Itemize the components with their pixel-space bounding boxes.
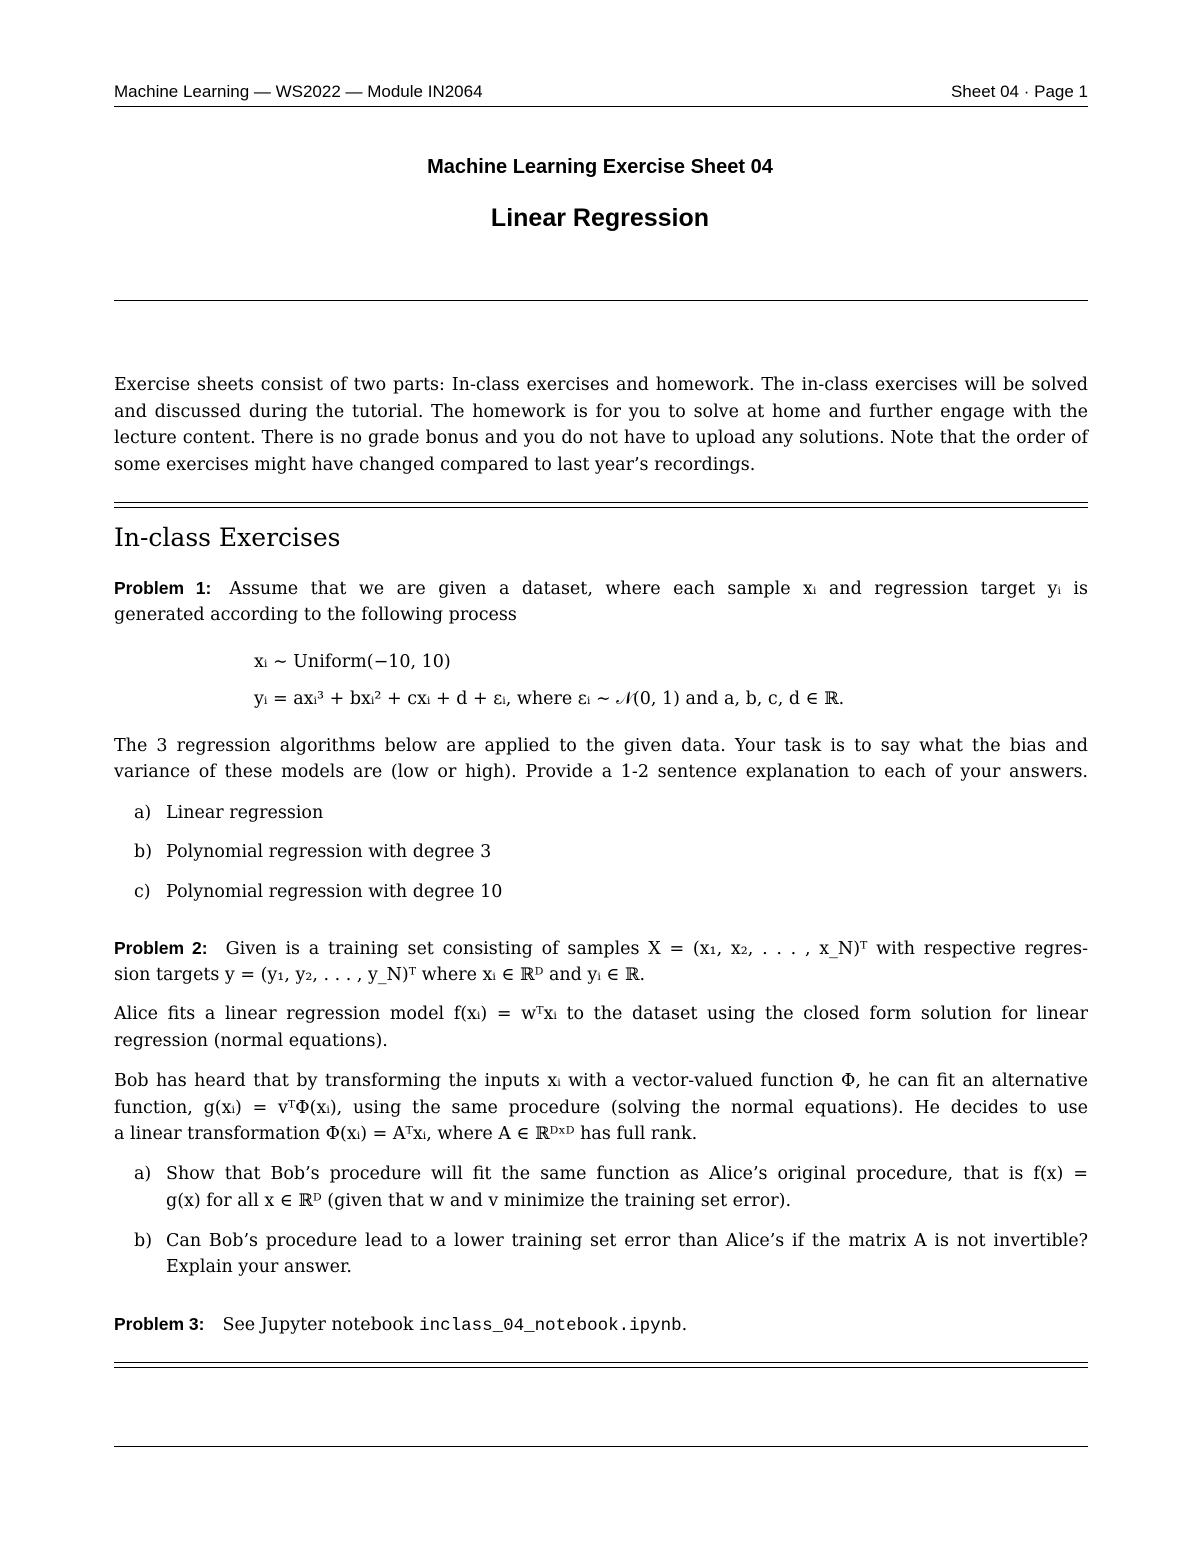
- problem1-item-b: [134, 842, 491, 862]
- header-right: Sheet 04 · Page 1: [950, 82, 1088, 101]
- problem3-line: [114, 1314, 1088, 1336]
- problem1-item-c: [134, 882, 502, 902]
- problem3-label: Problem 3:: [114, 1314, 205, 1334]
- header-rule: [114, 106, 1088, 107]
- problem2-alice2: regression (normal equations).: [114, 1031, 388, 1051]
- problem3-file: inclass_04_notebook.ipynb: [419, 1316, 682, 1336]
- item-label: b): [134, 842, 153, 862]
- problem3-end: .: [681, 1315, 688, 1335]
- header-left: Machine Learning — WS2022 — Module IN2064: [114, 82, 483, 101]
- problem1-text-line1: Assume that we are given a dataset, where each sample xᵢ and regression target yᵢ is: [229, 579, 1088, 599]
- section-title: In-class Exercises: [114, 523, 341, 552]
- footer-rule: [114, 1446, 1088, 1447]
- item-label: c): [134, 882, 151, 902]
- sheet-subtitle: Linear Regression: [490, 204, 710, 232]
- problem2-item-b-label: b): [134, 1231, 153, 1251]
- problem1-text-line2: generated according to the following process: [114, 605, 517, 625]
- problem2-label: Problem 2:: [114, 938, 208, 958]
- problem2-item-b-line1: Can Bob’s procedure lead to a lower training set error than Alice’s if the matrix A is not invertible?: [166, 1231, 1088, 1251]
- running-header: [114, 82, 1088, 106]
- problem1-line1: [114, 578, 1088, 599]
- problem2-line2: sion targets y = (y₁, y₂, . . . , y_N)ᵀ where xᵢ ∈ ℝᴰ and yᵢ ∈ ℝ.: [114, 965, 646, 985]
- problem2-bob1: Bob has heard that by transforming the inputs xᵢ with a vector-valued function Φ, he can fit an alternative: [114, 1071, 1088, 1091]
- double-rule-bottom-2: [114, 1367, 1088, 1368]
- problem3-text: See Jupyter notebook: [222, 1315, 414, 1335]
- problem2-item-a-line1: Show that Bob’s procedure will fit the same function as Alice’s original procedure, that is f(x) =: [166, 1164, 1088, 1184]
- problem1-item-a: [134, 803, 323, 823]
- problem2-item-a-line2: g(x) for all x ∈ ℝᴰ (given that w and v minimize the training set error).: [166, 1191, 792, 1211]
- problem1-label: Problem 1:: [114, 578, 212, 598]
- problem2-text-line1: Given is a training set consisting of samples X = (x₁, x₂, . . . , x_N)ᵀ with respective regres-: [225, 939, 1088, 959]
- double-rule-top-1: [114, 502, 1088, 503]
- item-text: Polynomial regression with degree 3: [166, 842, 492, 862]
- problem1-eq2: yᵢ = axᵢ³ + bxᵢ² + cxᵢ + d + εᵢ, where εᵢ ∼ 𝒩(0, 1) and a, b, c, d ∈ ℝ.: [254, 689, 845, 709]
- problem1-after-line1: The 3 regression algorithms below are applied to the given data. Your task is to say what the bias and: [114, 736, 1088, 756]
- item-label: a): [134, 803, 152, 823]
- double-rule-bottom-1: [114, 1362, 1088, 1363]
- problem2-line1: [114, 938, 1088, 959]
- item-text: Linear regression: [166, 803, 324, 823]
- problem2-item-a-label: a): [134, 1164, 152, 1184]
- problem2-bob2: function, g(xᵢ) = vᵀΦ(xᵢ), using the same procedure (solving the normal equations). He decides to use: [114, 1098, 1088, 1118]
- double-rule-top-2: [114, 507, 1088, 508]
- problem1-eq1: xᵢ ∼ Uniform(−10, 10): [254, 652, 451, 672]
- problem2-bob3: a linear transformation Φ(xᵢ) = Aᵀxᵢ, where A ∈ ℝᴰˣᴰ has full rank.: [114, 1124, 698, 1144]
- title-rule: [114, 300, 1088, 301]
- intro-paragraph: Exercise sheets consist of two parts: In-class exercises and homework. The in-class exercises will be solved and discussed during the tutorial. The homework is for you to solve at home and further engage with the lecture content. There is no grade bonus and you do not have to upload any solutions. Note that the order of some exercises might have changed compared to last year’s recordings.: [114, 375, 1088, 475]
- item-text: Polynomial regression with degree 10: [166, 882, 503, 902]
- problem2-alice1: Alice fits a linear regression model f(xᵢ) = wᵀxᵢ to the dataset using the closed form solution for linear: [114, 1004, 1088, 1024]
- problem2-item-b-line2: Explain your answer.: [166, 1257, 352, 1277]
- sheet-title: Machine Learning Exercise Sheet 04: [427, 156, 773, 178]
- problem1-after-line2: variance of these models are (low or high). Provide a 1-2 sentence explanation to each of your answers.: [114, 762, 1088, 782]
